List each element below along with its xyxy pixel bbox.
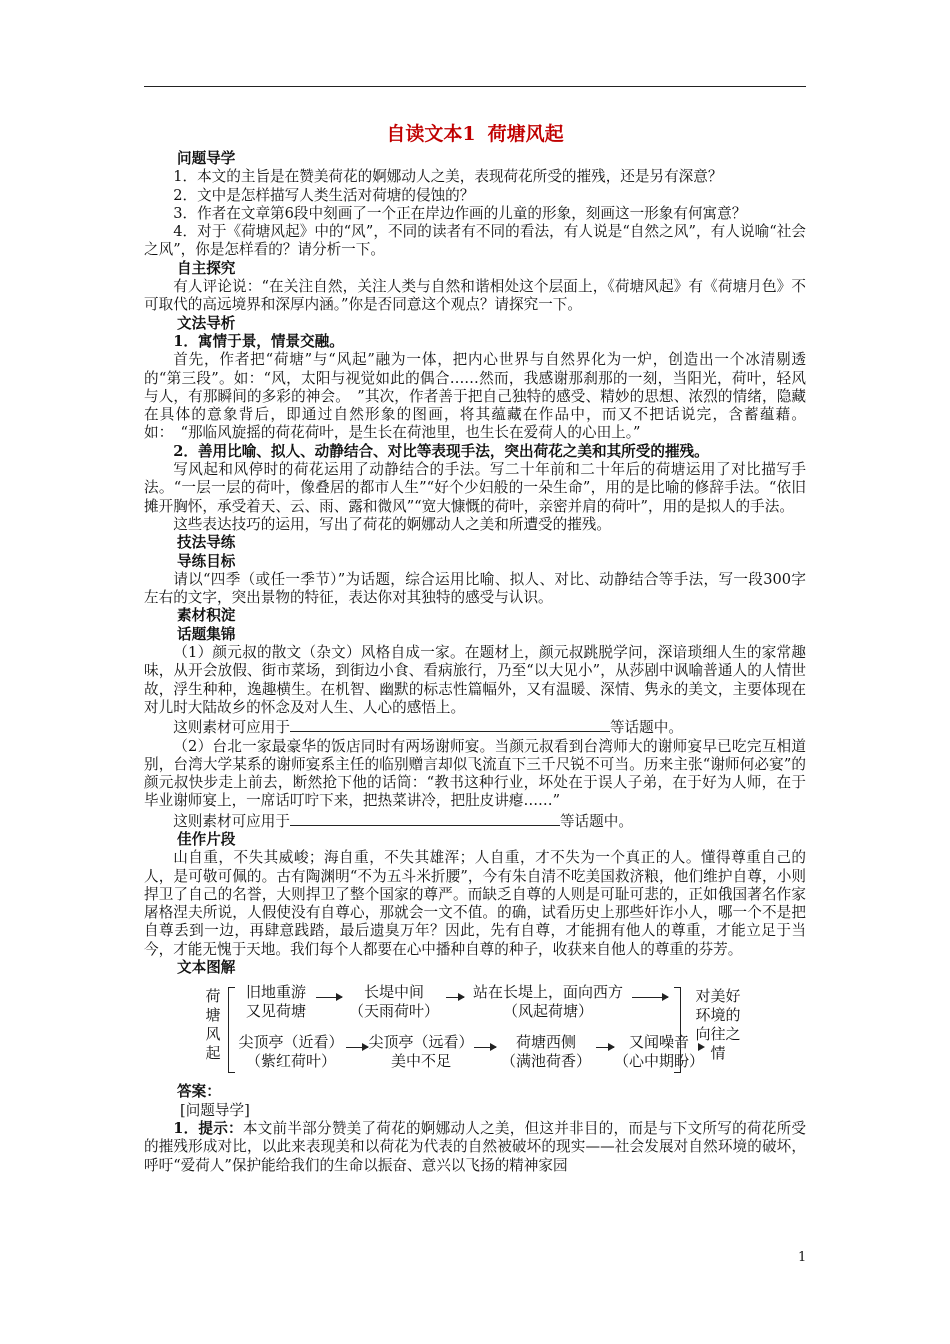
topic-item-2: （2）台北一家最豪华的饭店同时有两场谢师宴。当颜元叔看到台湾师大的谢师宴早已吃完互相道别，台湾大学某系的谢师宴系主任的临别赠言却似飞流直下三千尺锐不可当。历来主张“谢师何必宴”的颜元叔快步走上前去，断然抢下他的话筒：“教书这种行业，坏处在于误人子弟，在于好为人师，在于毕业谢师宴上，一席话叮咛下来，把热菜讲冷，把肚皮讲瘪……”: [144, 737, 806, 810]
section-heading: 自主探究: [177, 259, 236, 277]
topic-item-1: （1）颜元叔的散文（杂文）风格自成一家。在题材上，颜元叔跳脱学问，深谙琐细人生的家常趣味，从开会放假、街市菜场，到街边小食、看病旅行，乃至“以大见小”，从莎剧中讽喻普通人的人情世故，浮生种种，逸趣横生。在机智、幽默的标志性篇幅外，又有温暖、深情、隽永的美文，主要体现在对儿时大陆故乡的怀念及对人生、人心的感悟上。: [144, 644, 806, 716]
section-heading: 文本图解: [177, 959, 236, 977]
question-3: 3．作者在文章第6段中刻画了一个正在岸边作画的儿童的形象，刻画这一形象有何寓意？: [173, 204, 747, 222]
arrow: [316, 997, 342, 998]
paragraph: 山自重，不失其威峻；海自重，不失其雄浑；人自重，才不失为一个真正的人。懂得尊重自己的人，是可敬可佩的。古有陶渊明“不为五斗米折腰”，今有朱自清不吃美国救济粮，他们维护自尊，小则捍卫了自己的名誉，大则捍卫了整个国家的尊严。而缺乏自尊的人则是可耻可悲的，正如俄国著名作家屠格涅夫所说，人假使没有自尊心，那就会一文不值。的确，试看历史上那些奸诈小人，哪一个不是把自尊丢到一边，再肆意践踏，最后遗臭万年？因此，先有自尊，才能拥有他人的尊重，才能立足于当今，才能无愧于天地。我们每个人都要在心中播种自尊的种子，收获来自他人的尊重的芬芳。: [144, 849, 806, 958]
diagram-node: 尖顶亭（远看） 美中不足: [368, 1033, 474, 1071]
question-1: 1．本文的主旨是在赞美荷花的婀娜动人之美，表现荷花所受的摧残，还是另有深意？: [173, 168, 723, 186]
paragraph: 请以“四季（或任一季节）”为话题，综合运用比喻、拟人、对比、动静结合等手法，写一段300字左右的文字，突出景物的特征，表达你对其独特的感受与认识。: [144, 570, 806, 607]
paragraph: 写风起和风停时的荷花运用了动静结合的手法。写二十年前和二十年后的荷塘运用了对比描写手法。“一层一层的荷叶，像叠居的都市人生”“好个少妇般的一朵生命”，用的是比喻的修辞手法。“依旧摊开胸怀，承受着天、云、雨、露和微风”“宽大慷慨的荷叶，亲密并肩的荷叶”，用的是拟人的手法。: [144, 461, 806, 515]
document-body: [144, 122, 806, 1175]
paragraph: 这些表达技巧的运用，写出了荷花的婀娜动人之美和所遭受的摧残。: [173, 515, 612, 533]
point-heading: 2．善用比喻、拟人、动静结合、对比等表现手法，突出荷花之美和其所受的摧残。: [173, 442, 709, 460]
section-heading: 佳作片段: [177, 830, 236, 848]
text-diagram: [202, 983, 762, 1079]
diagram-node: 站在长堤上，面向西方 （风起荷塘）: [472, 983, 623, 1021]
arrow: [632, 997, 668, 998]
answer-heading: 答案：: [177, 1083, 221, 1101]
diagram-node: 尖顶亭（近看） （紫红荷叶）: [238, 1033, 344, 1071]
section-heading: 技法导练: [177, 534, 236, 552]
arrow: [596, 1047, 614, 1048]
diagram-node: 荷塘西侧 （满池荷香）: [500, 1033, 591, 1071]
apply-line: 这则素材可应用于 等话题中。: [173, 812, 633, 830]
section-heading: 导练目标: [177, 552, 236, 570]
blank-line: [290, 717, 610, 732]
right-brace: [674, 987, 681, 1073]
section-heading: 文法导析: [177, 314, 236, 332]
answer-1: 1．提示：本文前半部分赞美了荷花的婀娜动人之美，但这并非目的，而是与下文所写的荷花所受的摧残形成对比，以此来表现美和以荷花为代表的自然被破坏的现实——社会发展对自然环境的破坏，呼吁“爱荷人”保护能给我们的生命以振奋、意兴以飞扬的精神家园: [144, 1119, 806, 1174]
point-heading: 1．寓情于景，情景交融。: [173, 332, 344, 350]
diagram-node: 旧地重游 又见荷塘: [245, 983, 306, 1021]
paragraph: 有人评论说：“在关注自然，关注人类与自然和谐相处这个层面上，《荷塘风起》有《荷塘月色》不可取代的高远境界和深厚内涵。”你是否同意这个观点？请探究一下。: [144, 278, 806, 314]
header-rule: [144, 86, 806, 87]
diagram-node: 又闻噪音 （心中期盼）: [614, 1033, 705, 1071]
title-main: 自读文本1: [386, 123, 476, 145]
section-heading: 素材积淀: [177, 607, 236, 625]
section-heading: 问题导学: [177, 150, 236, 167]
arrow: [346, 1047, 368, 1048]
paragraph: 首先，作者把“荷塘”与“风起”融为一体，把内心世界与自然界化为一炉，创造出一个冰清剔透的“第三段”。如：“风，太阳与视觉如此的偶合……然而，我感谢那刹那的一刻，当阳光，荷叶，轻风与人，有那瞬间的多彩的神会。 ”其次，作者善于把自己独特的感受、精妙的思想、浓烈的情绪，隐藏在具体的意象背后，即通过自然形象的图画，将其蕴藏在作品中，而又不把话说完，含蓄蕴藉。如： “那临风旋摇的荷花荷叶，是生长在荷池里，也生长在爱荷人的心田上。”: [144, 351, 806, 442]
diagram-node: 长堤中间 （天雨荷叶）: [348, 983, 439, 1021]
arrow: [446, 997, 464, 998]
apply-line: 这则素材可应用于 等话题中。: [173, 719, 683, 737]
answer-section: [问题导学]: [180, 1101, 250, 1119]
left-brace: [228, 987, 235, 1073]
diagram-right-label: 对美好 环境的 向往之 情: [695, 987, 741, 1063]
page-title: [144, 122, 806, 146]
diagram-left-label: 荷 塘 风 起: [205, 987, 221, 1063]
question-2: 2．文中是怎样描写人类生活对荷塘的侵蚀的？: [173, 186, 475, 204]
section-heading: 话题集锦: [177, 625, 236, 643]
blank-line: [290, 811, 560, 826]
arrow: [474, 1047, 496, 1048]
page-number: 1: [798, 1250, 807, 1265]
question-4: 4．对于《荷塘风起》中的“风”，不同的读者有不同的看法，有人说是“自然之风”，有人说喻“社会之风”，你是怎样看的？请分析一下。: [144, 223, 806, 259]
title-sub: 荷塘风起: [487, 123, 564, 145]
